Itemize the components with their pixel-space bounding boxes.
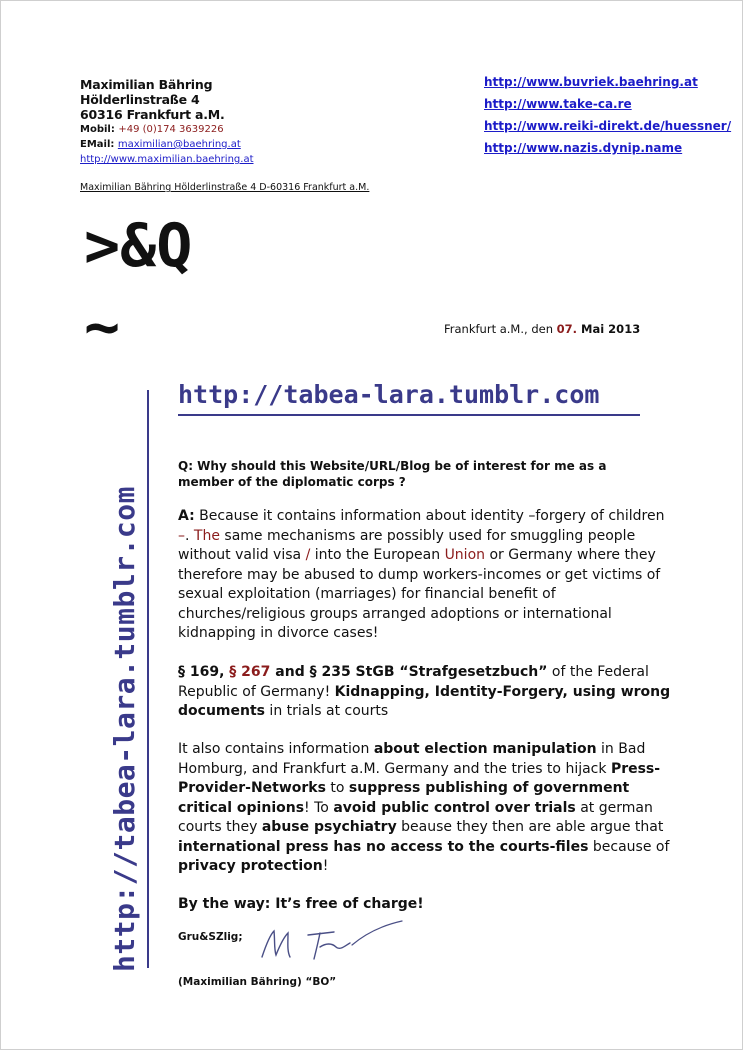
greeting: Gru&SZlig; (178, 931, 243, 943)
sender-name: Maximilian Bähring (80, 77, 213, 92)
handwritten-signature (256, 915, 406, 965)
sender-address-block (80, 77, 254, 167)
sender-email-line (80, 137, 254, 152)
date-day: 07. (556, 322, 578, 336)
sender-mobile-line (80, 122, 254, 137)
election-paragraph: It also contains information about election manipulation in Bad Homburg, and Frankfurt a.M. Germany and the tries to hijack Press-Provider-Networks to suppress publishing of government critical opinions! To avoid public control over trials at german courts they abuse psychiatry beause they then are able argue that international press has no access to the courts-files because of privacy protection! (178, 741, 670, 874)
symbol-line-2: ~ (84, 292, 121, 362)
date-prefix: Frankfurt a.M., den (444, 322, 557, 336)
sender-website-line (80, 152, 254, 167)
main-url-underline (178, 414, 640, 416)
by-the-way-line: By the way: It’s free of charge! (178, 896, 424, 912)
date-line (444, 322, 640, 336)
law-paragraph: § 169, § 267 and § 235 StGB “Strafgesetzbuch” of the Federal Republic of Germany! Kidnapping, Identity-Forgery, using wrong documents in trials at courts (178, 664, 671, 719)
closing-signature-text: (Maximilian Bähring) “BO” (178, 976, 337, 988)
date-month-year: Mai 2013 (577, 322, 641, 336)
vertical-url-underline (147, 390, 149, 968)
vertical-url: http://tabea-lara.tumblr.com (108, 485, 141, 972)
email-link[interactable]: maximilian@baehring.at (117, 139, 241, 150)
answer-paragraph: A: Because it contains information about identity –forgery of children –. The same mechanisms are possibly used for smuggling people without valid visa / into the European Union or Germany where they therefore may be abused to dump workers-incomes or get victims of sexual exploitation (marriages) for financial benefit of churches/religious groups arranged adoptions or international kidnapping in divorce cases! (178, 508, 665, 641)
email-label: EMail: (80, 139, 115, 150)
mobile-number: +49 (0)174 3639226 (118, 124, 224, 135)
sender-city: 60316 Frankfurt a.M. (80, 107, 225, 122)
sender-street: Hölderlinstraße 4 (80, 92, 200, 107)
mobile-label: Mobil: (80, 124, 115, 135)
link-list (484, 75, 731, 163)
return-address-line: Maximilian Bähring Hölderlinstraße 4 D-60316 Frankfurt a.M. (80, 182, 370, 193)
sender-website-link[interactable]: http://www.maximilian.baehring.at (80, 154, 254, 165)
symbol-line-1: >&Q (84, 211, 193, 281)
link-reiki-direkt[interactable]: http://www.reiki-direkt.de/huessner/ (484, 119, 732, 133)
link-take-care[interactable]: http://www.take-ca.re (484, 97, 632, 111)
answer-label: A: (178, 508, 195, 524)
main-url-heading[interactable]: http://tabea-lara.tumblr.com (178, 380, 600, 409)
link-nazis-dynip[interactable]: http://www.nazis.dynip.name (484, 141, 683, 155)
question-text: Q: Why should this Website/URL/Blog be of interest for me as a member of the diplomatic corps ? (178, 459, 607, 489)
link-buvriek[interactable]: http://www.buvriek.baehring.at (484, 75, 698, 89)
